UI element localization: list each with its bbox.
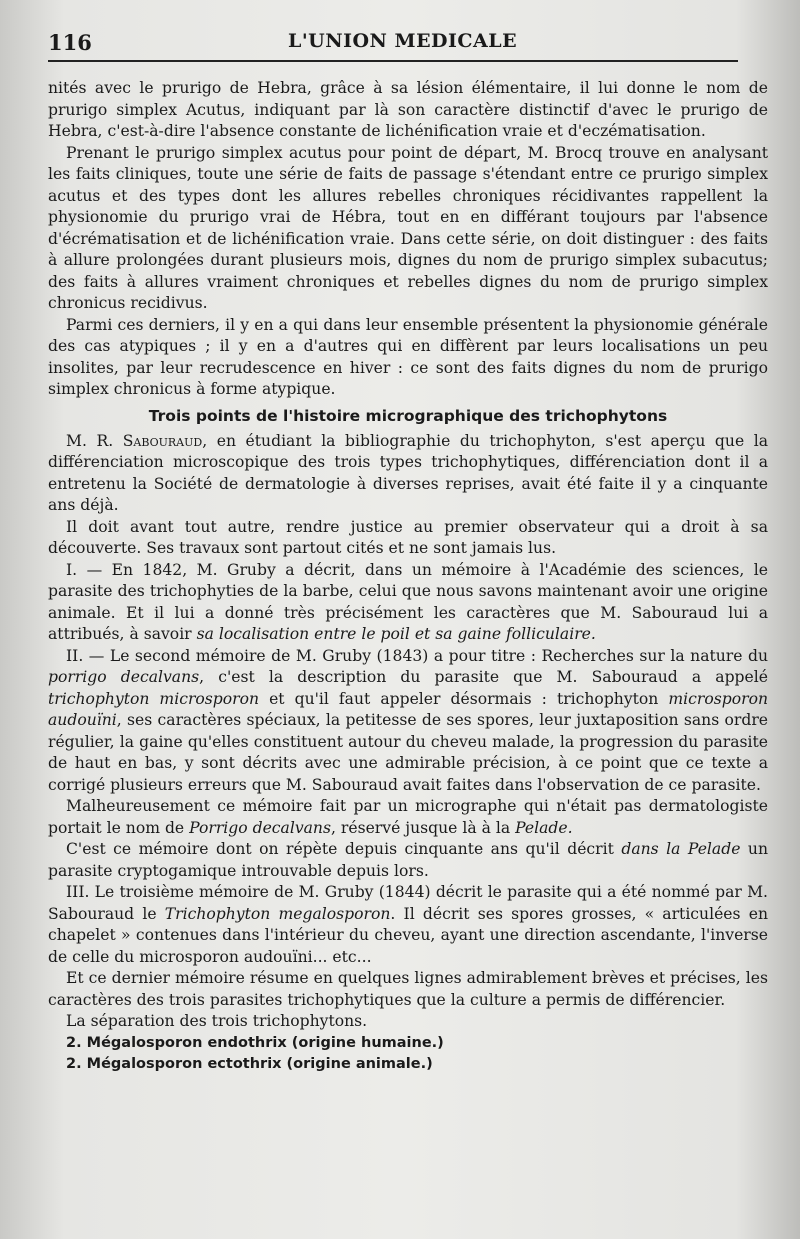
italic-text: Pelade. [515,818,573,837]
list-intro: La séparation des trois trichophytons. [66,1012,368,1030]
paragraph-summary: Et ce dernier mémoire résume en quelques lignes admirablement brèves et précises, les caractères des trois parasites trichophytiques que la culture a permis de différencier. [48,969,768,1009]
page-number: 116 [48,30,92,55]
paragraph-memoir-1 [48,560,768,646]
paragraph-memoir-3 [48,882,768,968]
italic-text: Porrigo decalvans [189,818,331,837]
paragraph-text: , ses caractères spéciaux, la petitesse de ses spores, leur juxtaposition sans ordre régulier, la gaine qu'elles constituent autour du cheveu malade, la progression du parasite de haut en bas, y sont décrits avec une admirable précision, à ce point que ce texte a corrigé plusieurs erreurs que M. Sabouraud avait faites dans l'observation de ce parasite. [48,711,768,794]
list-item: 2. Mégalosporon ectothrix (origine animale.) [66,1056,433,1072]
paragraph-text: , réservé jusque là à la [330,818,516,837]
italic-text: dans la Pelade [621,840,741,858]
paragraph-text: II. — Le second mémoire de M. Gruby (1843) a pour titre : Recherches sur la nature du [66,646,768,665]
paragraph-text: , c'est la description du parasite que M. Sabouraud a appelé [199,668,768,686]
paragraph-text: un parasite cryptogamique introuvable depuis lors. [48,840,768,880]
paragraph-memoir-2 [48,646,768,797]
page-header [48,22,768,56]
list-item: 2. Mégalosporon endothrix (origine humaine.) [66,1034,444,1051]
header-rule [48,60,738,62]
trichophyton-list [48,1011,768,1076]
section-title: Trois points de l'histoire micrographique des trichophytons [148,406,668,425]
italic-text: Trichophyton megalosporon [164,904,391,923]
paragraph-text: et qu'il faut appeler désormais : trichophyton [259,689,669,708]
paragraph-atypical: Parmi ces derniers, il y en a qui dans leur ensemble présentent la physionomie générale des cas atypiques ; il y en a d'autres qui en diffèrent par leurs localisations un peu insolites, par leur recrudescence en hiver : ce sont des faits dignes du nom de prurigo simplex chronicus à forme atypique. [48,315,768,398]
paragraph-text: III. Le troisième mémoire de M. Gruby (1844) décrit le parasite qui a été nommé par M. Sabouraud le [48,883,768,923]
running-title: L'UNION MEDICALE [288,30,518,52]
italic-text: porrigo decalvans [48,668,200,686]
author-name: M. R. Sabouraud [66,431,203,450]
paragraph-sabouraud [48,431,768,517]
paragraph-justice: Il doit avant tout autre, rendre justice au premier observateur qui a droit à sa découverte. Ses travaux sont partout cités et ne sont jamais lus. [48,517,768,557]
paragraph-brocq: Prenant le prurigo simplex acutus pour point de départ, M. Brocq trouve en analysant les faits cliniques, toute une série de faits de passage s'étendant entre ce prurigo simplex acutus et des types dont les allures rebelles chroniques récidivantes rappellent la physionomie du prurigo vrai de Hébra, tout en en différant toujours par l'absence d'écrématisation et de lichénification vraie. Dans cette série, on doit distinguer : des faits à allure prolongées durant plusieurs mois, dignes du nom de prurigo simplex subacutus; des faits à allures vraiment chroniques et rebelles dignes du nom de prurigo simplex chronicus recidivus. [48,143,768,312]
paragraph-unfortunately [48,796,768,839]
italic-text: sa localisation entre le poil et sa gaine folliculaire. [196,625,596,643]
paragraph-text: Malheureusement ce mémoire fait par un micrographe qui n'était pas dermatologiste portait le nom de [48,797,768,837]
italic-text: trichophyton microsporon [48,689,260,708]
article-body [48,78,768,1076]
paragraph-text: C'est ce mémoire dont on répète depuis cinquante ans qu'il décrit [66,840,622,858]
italic-text: microsporon audouïni [48,689,768,729]
paragraph-continued: nités avec le prurigo de Hebra, grâce à sa lésion élémentaire, il lui donne le nom de prurigo simplex Acutus, indiquant par là son caractère distinctif d'avec le prurigo de Hebra, c'est-à-dire l'absence constante de lichénification vraie et d'eczématisation. [48,79,768,140]
paragraph-pelade [48,839,768,882]
paragraph-text: , en étudiant la bibliographie du trichophyton, s'est aperçu que la différenciation microscopique des trois types trichophytiques, différenciation dont il a entretenu la Société de dermatologie à diverses reprises, avait été faite il y a cinquante ans déjà. [48,431,768,514]
paragraph-text: I. — En 1842, M. Gruby a décrit, dans un mémoire à l'Académie des sciences, le parasite des trichophyties de la barbe, celui que nous savons maintenant avoir une origine animale. Et il lui a donné très précisément les caractères que M. Sabouraud lui a attribués, à savoir [48,560,768,643]
paragraph-text: . Il décrit ses spores grosses, « articulées en chapelet » contenues dans l'intérieur du cheveu, ayant une direction ascendante, l'inverse de celle du microsporon audouïni... etc... [48,904,768,966]
